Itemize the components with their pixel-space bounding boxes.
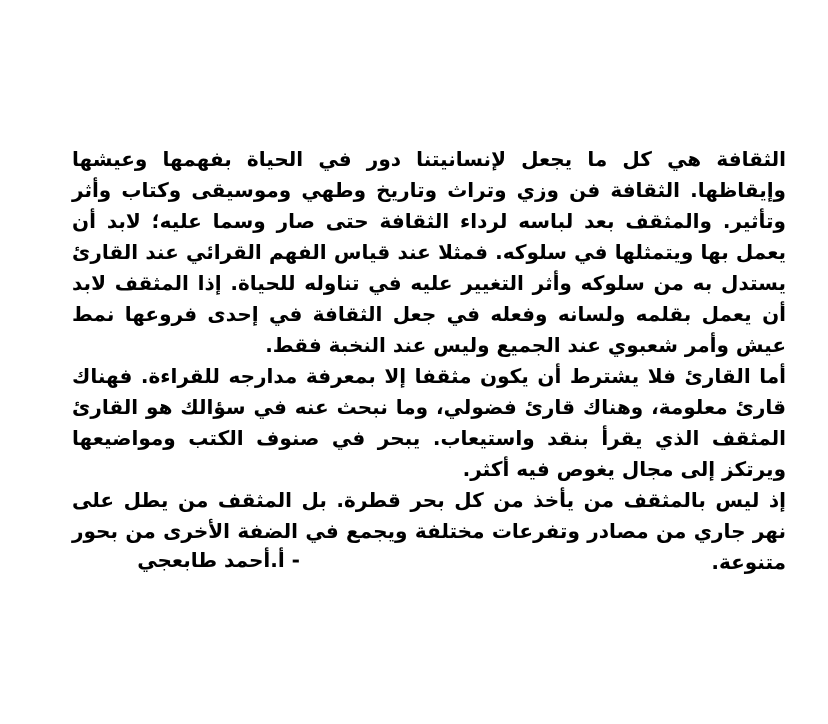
author-signature: - أ.أحمد طابعجي — [137, 548, 300, 572]
paragraph-intellectual: إذ ليس بالمثقف من يأخذ من كل بحر قطرة. بل المثقف من يطل على نهر جاري من مصادر وتفرعات مختلفة ويجمع في الضفة الأخرى من بحور متنوعة. — [72, 488, 786, 574]
article-body — [72, 144, 786, 578]
paragraph-culture: الثقافة هي كل ما يجعل لإنسانيتنا دور في الحياة بفهمها وعيشها وإيقاظها. الثقافة فن وزي وتراث وتاريخ وطهي وموسيقى وكتاب وأثر وتأثير. والمثقف بعد لباسه لرداء الثقافة حتى صار وسما عليه؛ لابد أن يعمل بها ويتمثلها في سلوكه. فمثلا عند قياس الفهم القرائي عند القارئ يستدل به من سلوكه وأثر التغيير عليه في تناوله للحياة. إذا المثقف لابد أن يعمل بقلمه ولسانه وفعله في جعل الثقافة في إحدى فروعها نمط عيش وأمر شعبوي عند الجميع وليس عند النخبة فقط. — [72, 147, 786, 357]
paragraph-reader: أما القارئ فلا يشترط أن يكون مثقفا إلا بمعرفة مدارجه للقراءة. فهناك قارئ معلومة، وهناك قارئ فضولي، وما نبحث عنه في سؤالك هو القارئ المثقف الذي يقرأ بنقد واستيعاب. يبحر في صنوف الكتب ومواضيعها ويرتكز إلى مجال يغوص فيه أكثر. — [72, 364, 786, 481]
